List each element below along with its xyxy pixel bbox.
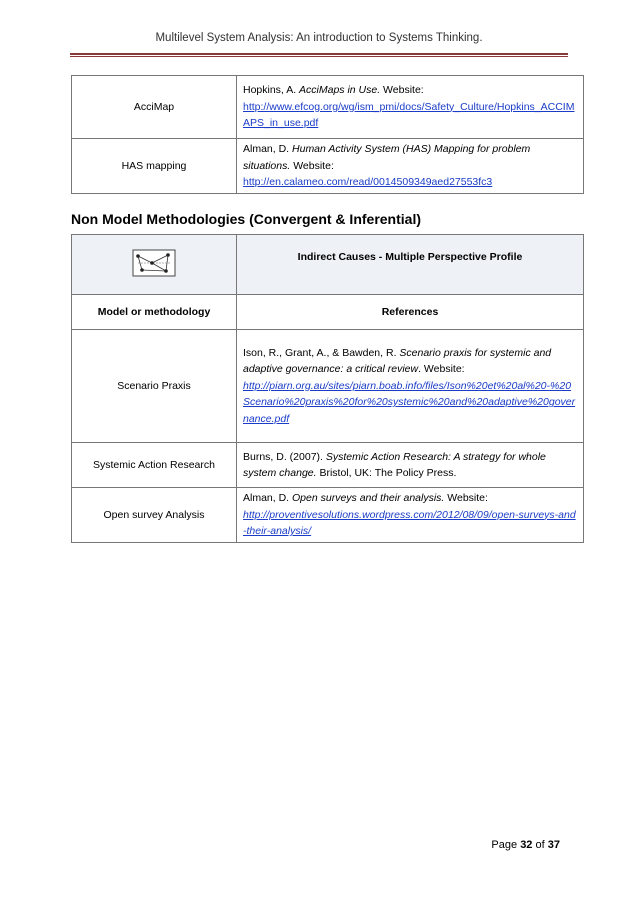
table-row	[72, 76, 584, 139]
methods-table-top	[71, 75, 584, 194]
ref-title: Scenario praxis for systemic and adaptive governance: a critical review	[243, 346, 552, 376]
of-label: of	[535, 839, 545, 851]
ref-author: Burns, D. (2007).	[243, 450, 326, 463]
reference-link[interactable]: http://piarn.org.au/sites/piarn.boab.info/files/Ison%20et%20al%20-%20Scenario%20praxis%20for%20systemic%20and%20adaptive%20governance.pdf	[243, 379, 576, 425]
running-header: Multilevel System Analysis: An introduction to Systems Thinking.	[155, 32, 483, 44]
table-heading: Indirect Causes - Multiple Perspective Profile	[237, 235, 584, 295]
page-label: Page	[491, 839, 518, 851]
method-reference	[237, 139, 584, 194]
page-total: 37	[547, 839, 560, 851]
ref-suffix: Website:	[380, 84, 424, 97]
page-number: 32	[520, 839, 533, 851]
methods-table-non-model	[71, 234, 584, 543]
ref-author: Ison, R., Grant, A., & Bawden, R.	[243, 346, 400, 359]
ref-suffix: Website:	[444, 492, 488, 504]
method-reference	[237, 488, 584, 543]
section-title: Non Model Methodologies (Convergent & Inferential)	[71, 211, 421, 227]
table-row	[72, 443, 584, 488]
ref-title: Systemic Action Research: A strategy for whole system change.	[243, 450, 546, 479]
header-rule-thin	[70, 56, 568, 57]
icon-cell	[72, 235, 237, 295]
method-name: Systemic Action Research	[72, 443, 237, 488]
method-name: Open survey Analysis	[72, 488, 237, 543]
ref-author: Hopkins, A.	[243, 84, 300, 97]
ref-author: Alman, D.	[243, 492, 293, 504]
reference-link[interactable]: http://www.efcog.org/wg/ism_pmi/docs/Safety_Culture/Hopkins_ACCIMAPS_in_use.pdf	[243, 100, 575, 130]
ref-author: Alman, D.	[243, 143, 293, 155]
col-header-references: References	[237, 295, 584, 330]
ref-title: AcciMaps in Use.	[299, 84, 381, 97]
table-row	[72, 488, 584, 543]
method-reference	[237, 330, 584, 443]
method-reference	[237, 76, 584, 139]
ref-suffix: Website:	[290, 159, 334, 172]
header-rule	[70, 53, 568, 55]
method-name: HAS mapping	[72, 139, 237, 194]
reference-link[interactable]: http://en.calameo.com/read/0014509349aed27553fc3	[243, 176, 493, 188]
ref-title: Human Activity System (HAS) Mapping for problem situations.	[243, 143, 531, 172]
table-row	[72, 139, 584, 194]
table-row	[72, 330, 584, 443]
column-header-row	[72, 295, 584, 330]
col-header-model: Model or methodology	[72, 295, 237, 330]
method-name: AcciMap	[72, 76, 237, 139]
ref-suffix: . Website:	[418, 363, 465, 376]
network-diagram-icon	[132, 249, 176, 280]
method-name: Scenario Praxis	[72, 330, 237, 443]
table-header-row	[72, 235, 584, 295]
ref-title: Open surveys and their analysis.	[292, 492, 445, 504]
ref-suffix: Bristol, UK: The Policy Press.	[316, 467, 457, 479]
method-reference	[237, 443, 584, 488]
reference-link[interactable]: http://proventivesolutions.wordpress.com/2012/08/09/open-surveys-and-their-analysis/	[243, 508, 576, 537]
page-footer	[491, 839, 560, 851]
